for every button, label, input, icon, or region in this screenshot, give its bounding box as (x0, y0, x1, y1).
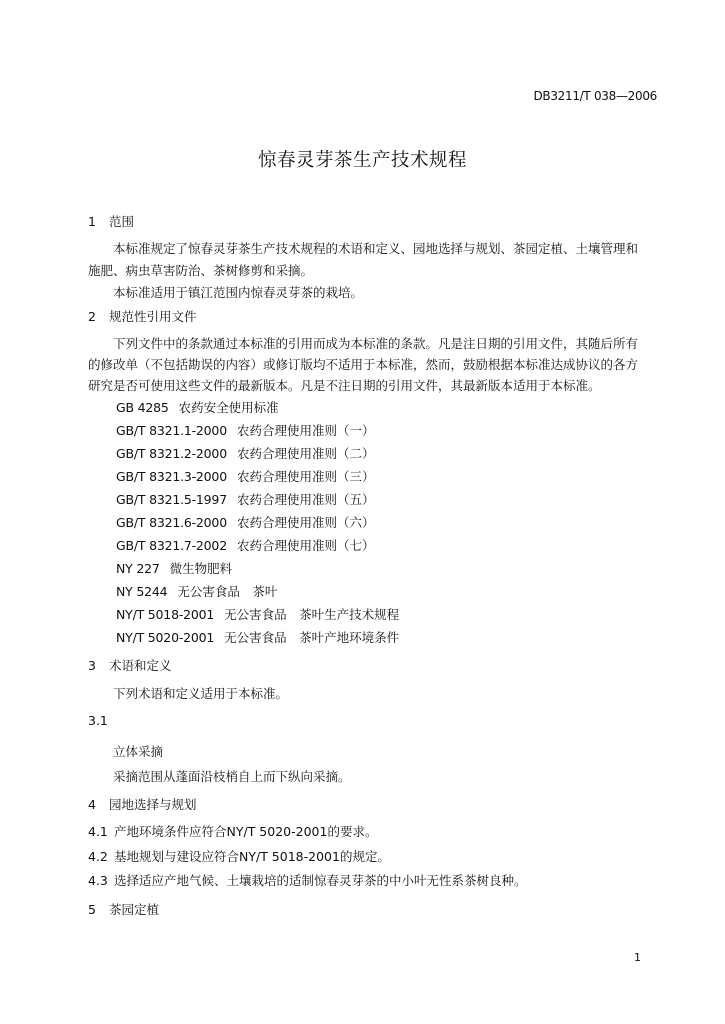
reference-title: 无公害食品 茶叶 (177, 584, 278, 599)
clause-number: 4.3 (88, 873, 108, 888)
reference-code: GB/T 8321.7-2002 (116, 538, 227, 553)
reference-item (116, 444, 374, 462)
reference-code: NY/T 5018-2001 (116, 607, 215, 622)
paragraph-line: 研究是否可使用这些文件的最新版本。凡是不注日期的引用文件，其最新版本适用于本标准。 (88, 378, 601, 393)
section-number: 5 (88, 902, 96, 917)
clause-number: 4.1 (88, 824, 108, 839)
clause-item (88, 871, 527, 889)
clause-number: 4.2 (88, 849, 108, 864)
reference-item (116, 628, 399, 646)
reference-code: GB 4285 (116, 400, 169, 415)
clause-item (88, 847, 390, 865)
reference-code: GB/T 8321.5-1997 (116, 492, 227, 507)
reference-title: 农药合理使用准则（六） (236, 515, 375, 530)
section-title: 规范性引用文件 (109, 309, 197, 324)
section-3-heading (88, 656, 172, 674)
paragraph-line: 下列术语和定义适用于本标准。 (113, 686, 289, 701)
reference-item (116, 605, 399, 623)
section-2-heading (88, 307, 197, 325)
reference-code: GB/T 8321.2-2000 (116, 446, 227, 461)
paragraph-line: 的修改单（不包括勘误的内容）或修订版均不适用于本标准，然而，鼓励根据本标准达成协议的各方 (88, 357, 639, 372)
reference-item (116, 559, 232, 577)
section-title: 术语和定义 (109, 658, 172, 673)
paragraph-line: 施肥、病虫草害防治、茶树修剪和采摘。 (88, 263, 314, 278)
reference-code: GB/T 8321.3-2000 (116, 469, 227, 484)
reference-code: GB/T 8321.6-2000 (116, 515, 227, 530)
section-title: 范围 (109, 214, 135, 229)
section-5-heading (88, 900, 159, 918)
reference-item (116, 490, 374, 508)
clause-text: 选择适应产地气候、土壤栽培的适制惊春灵芽茶的中小叶无性系茶树良种。 (114, 873, 527, 888)
page-number: 1 (634, 951, 641, 964)
reference-code: NY 227 (116, 561, 160, 576)
term-name: 立体采摘 (113, 744, 164, 759)
section-number: 1 (88, 214, 96, 229)
section-number: 4 (88, 797, 96, 812)
paragraph-line: 本标准规定了惊春灵芽茶生产技术规程的术语和定义、园地选择与规划、茶园定植、土壤管理和 (113, 241, 639, 256)
subsection-number: 3.1 (88, 713, 108, 728)
reference-title: 无公害食品 茶叶产地环境条件 (224, 630, 400, 645)
paragraph-line: 本标准适用于镇江范围内惊春灵芽茶的栽培。 (113, 285, 364, 300)
reference-title: 农药安全使用标准 (178, 400, 279, 415)
reference-item (116, 513, 374, 531)
reference-item (116, 421, 374, 439)
reference-title: 农药合理使用准则（三） (236, 469, 375, 484)
reference-title: 农药合理使用准则（五） (236, 492, 375, 507)
clause-item (88, 822, 377, 840)
standard-code: DB3211/T 038—2006 (533, 89, 657, 103)
reference-item (116, 582, 277, 600)
section-number: 2 (88, 309, 96, 324)
reference-code: NY/T 5020-2001 (116, 630, 215, 645)
clause-text: 产地环境条件应符合NY/T 5020-2001的要求。 (114, 824, 378, 839)
section-number: 3 (88, 658, 96, 673)
reference-title: 农药合理使用准则（七） (236, 538, 375, 553)
reference-code: GB/T 8321.1-2000 (116, 423, 227, 438)
term-definition: 采摘范围从蓬面沿枝梢自上而下纵向采摘。 (113, 769, 351, 784)
document-title: 惊春灵芽茶生产技术规程 (257, 150, 467, 171)
section-1-heading (88, 212, 134, 230)
reference-item (116, 536, 374, 554)
section-title: 茶园定植 (109, 902, 160, 917)
paragraph-line: 下列文件中的条款通过本标准的引用而成为本标准的条款。凡是注日期的引用文件，其随后所有 (113, 336, 639, 351)
clause-text: 基地规划与建设应符合NY/T 5018-2001的规定。 (114, 849, 390, 864)
section-title: 园地选择与规划 (109, 797, 197, 812)
reference-item (116, 398, 279, 416)
reference-title: 农药合理使用准则（二） (236, 446, 375, 461)
reference-code: NY 5244 (116, 584, 168, 599)
reference-title: 农药合理使用准则（一） (236, 423, 375, 438)
reference-item (116, 467, 374, 485)
reference-title: 无公害食品 茶叶生产技术规程 (224, 607, 400, 622)
section-4-heading (88, 795, 197, 813)
reference-title: 微生物肥料 (169, 561, 233, 576)
